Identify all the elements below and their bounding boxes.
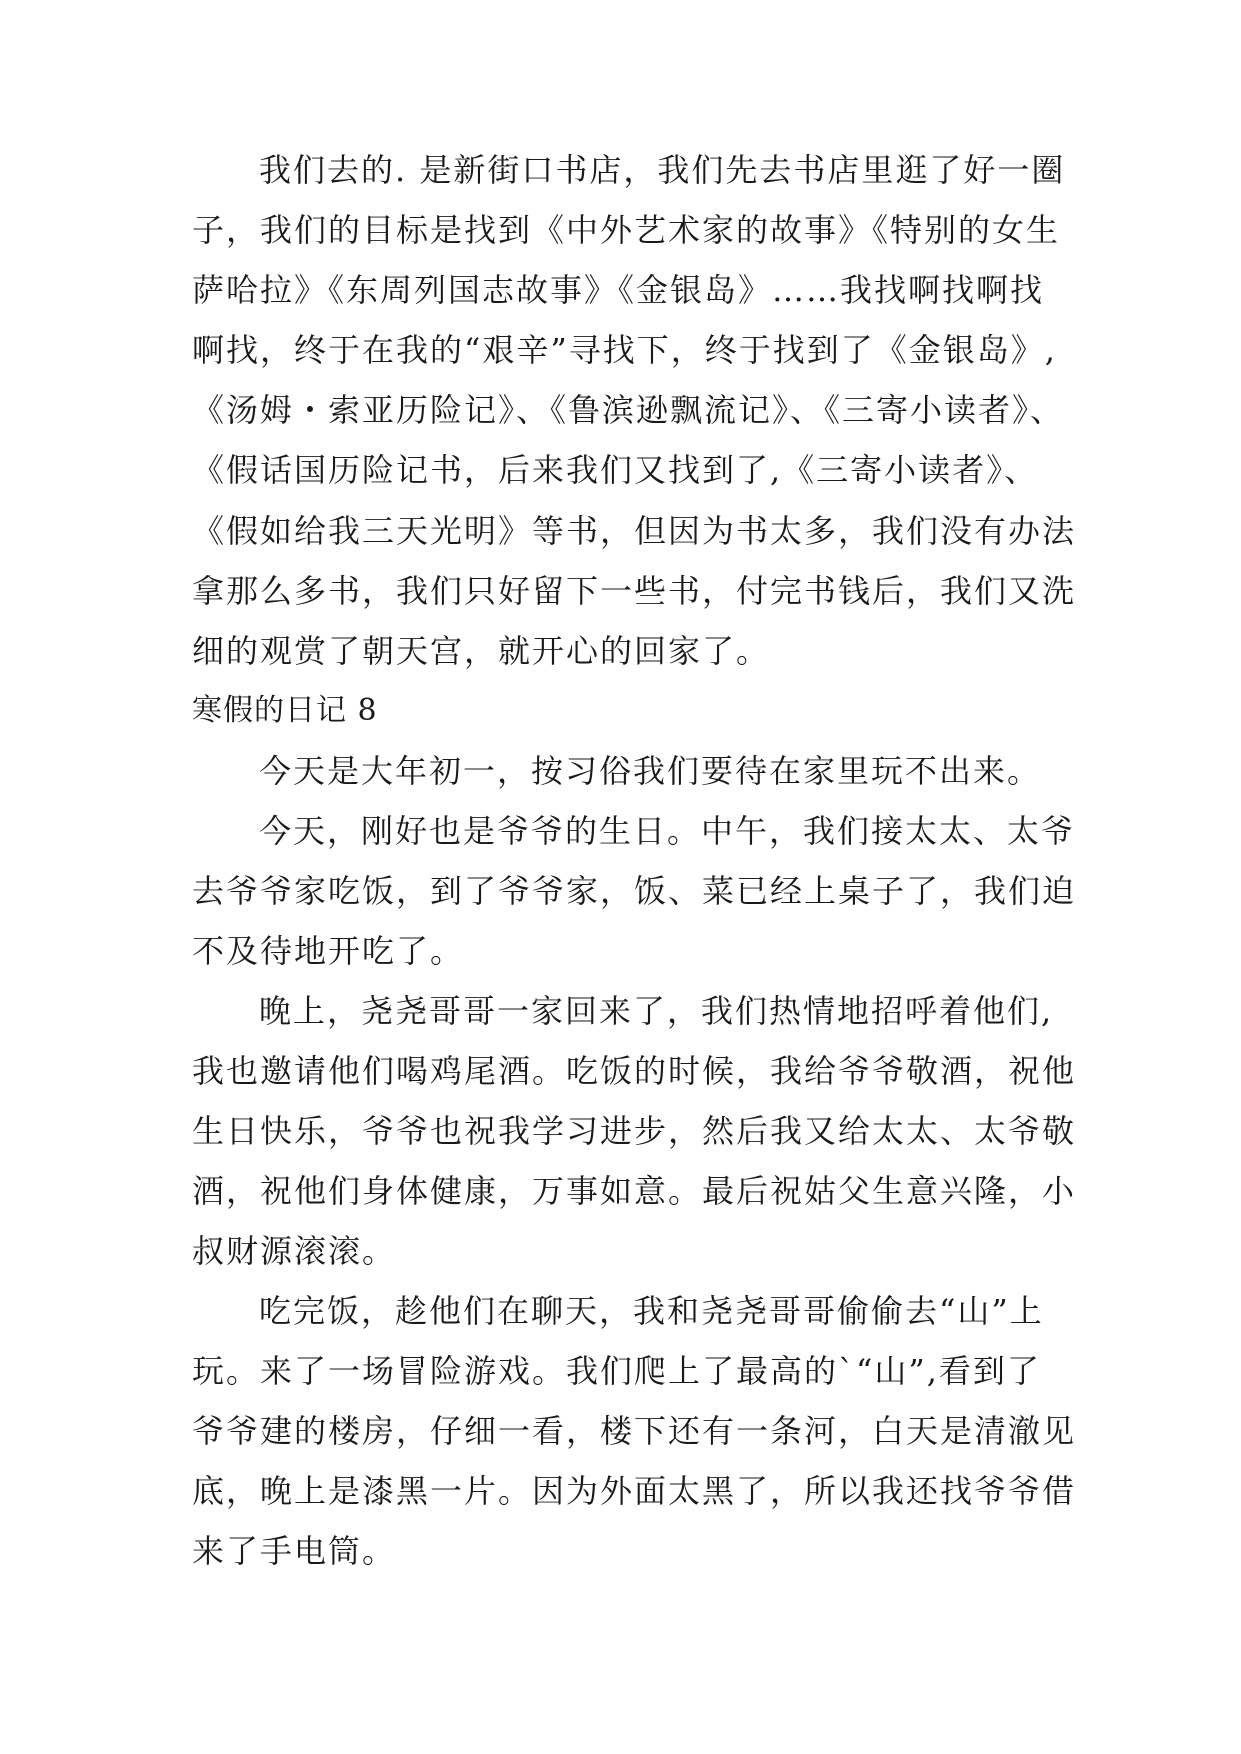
text-line: 子，我们的目标是找到《中外艺术家的故事》《特别的女生 xyxy=(192,211,1061,249)
text-line: 底，晚上是漆黑一片。因为外面太黑了，所以我还找爷爷借 xyxy=(192,1472,1077,1510)
text-line: 酒，祝他们身体健康，万事如意。最后祝姑父生意兴隆，小 xyxy=(192,1172,1077,1210)
text-line: 今天，刚好也是爷爷的生日。中午，我们接太太、太爷 xyxy=(259,812,1076,850)
text-line: 叔财源滚滚。 xyxy=(192,1232,397,1270)
text-line: 《假话国历险记书，后来我们又找到了,《三寄小读者》、 xyxy=(192,451,1039,489)
text-line: 生日快乐，爷爷也祝我学习进步，然后我又给太太、太爷敬 xyxy=(192,1112,1077,1150)
text-line: 不及待地开吃了。 xyxy=(192,932,465,970)
text-line: 我们去的. 是新街口书店，我们先去书店里逛了好一圈 xyxy=(259,151,1066,189)
text-line: 去爷爷家吃饭，到了爷爷家，饭、菜已经上桌子了，我们迫 xyxy=(192,872,1077,910)
text-line: 拿那么多书，我们只好留下一些书，付完书钱后，我们又洗 xyxy=(192,572,1077,610)
text-line: 玩。来了一场冒险游戏。我们爬上了最高的`“山”,看到了 xyxy=(192,1352,1041,1390)
text-line: 今天是大年初一，按习俗我们要待在家里玩不出来。 xyxy=(259,752,1042,790)
text-line: 细的观赏了朝天宫，就开心的回家了。 xyxy=(192,632,771,670)
text-line: 《汤姆・索亚历险记》、《鲁滨逊飘流记》、《三寄小读者》、 xyxy=(192,391,1065,429)
text-line: 晚上，尧尧哥哥一家回来了，我们热情地招呼着他们, xyxy=(259,992,1054,1030)
text-line: 啊找，终于在我的“艰辛”寻找下，终于找到了《金银岛》, xyxy=(192,331,1057,369)
text-line: 我也邀请他们喝鸡尾酒。吃饭的时候，我给爷爷敬酒，祝他 xyxy=(192,1052,1077,1090)
text-line: 来了手电筒。 xyxy=(192,1532,397,1570)
text-line: 《假如给我三天光明》等书，但因为书太多，我们没有办法 xyxy=(192,512,1077,550)
text-line: 吃完饭，趁他们在聊天，我和尧尧哥哥偷偷去“山”上 xyxy=(259,1292,1044,1330)
text-line: 萨哈拉》《东周列国志故事》《金银岛》……我找啊找啊找 xyxy=(192,271,1045,309)
section-heading: 寒假的日记 8 xyxy=(192,693,378,728)
text-line: 爷爷建的楼房，仔细一看，楼下还有一条河，白天是清澈见 xyxy=(192,1412,1077,1450)
